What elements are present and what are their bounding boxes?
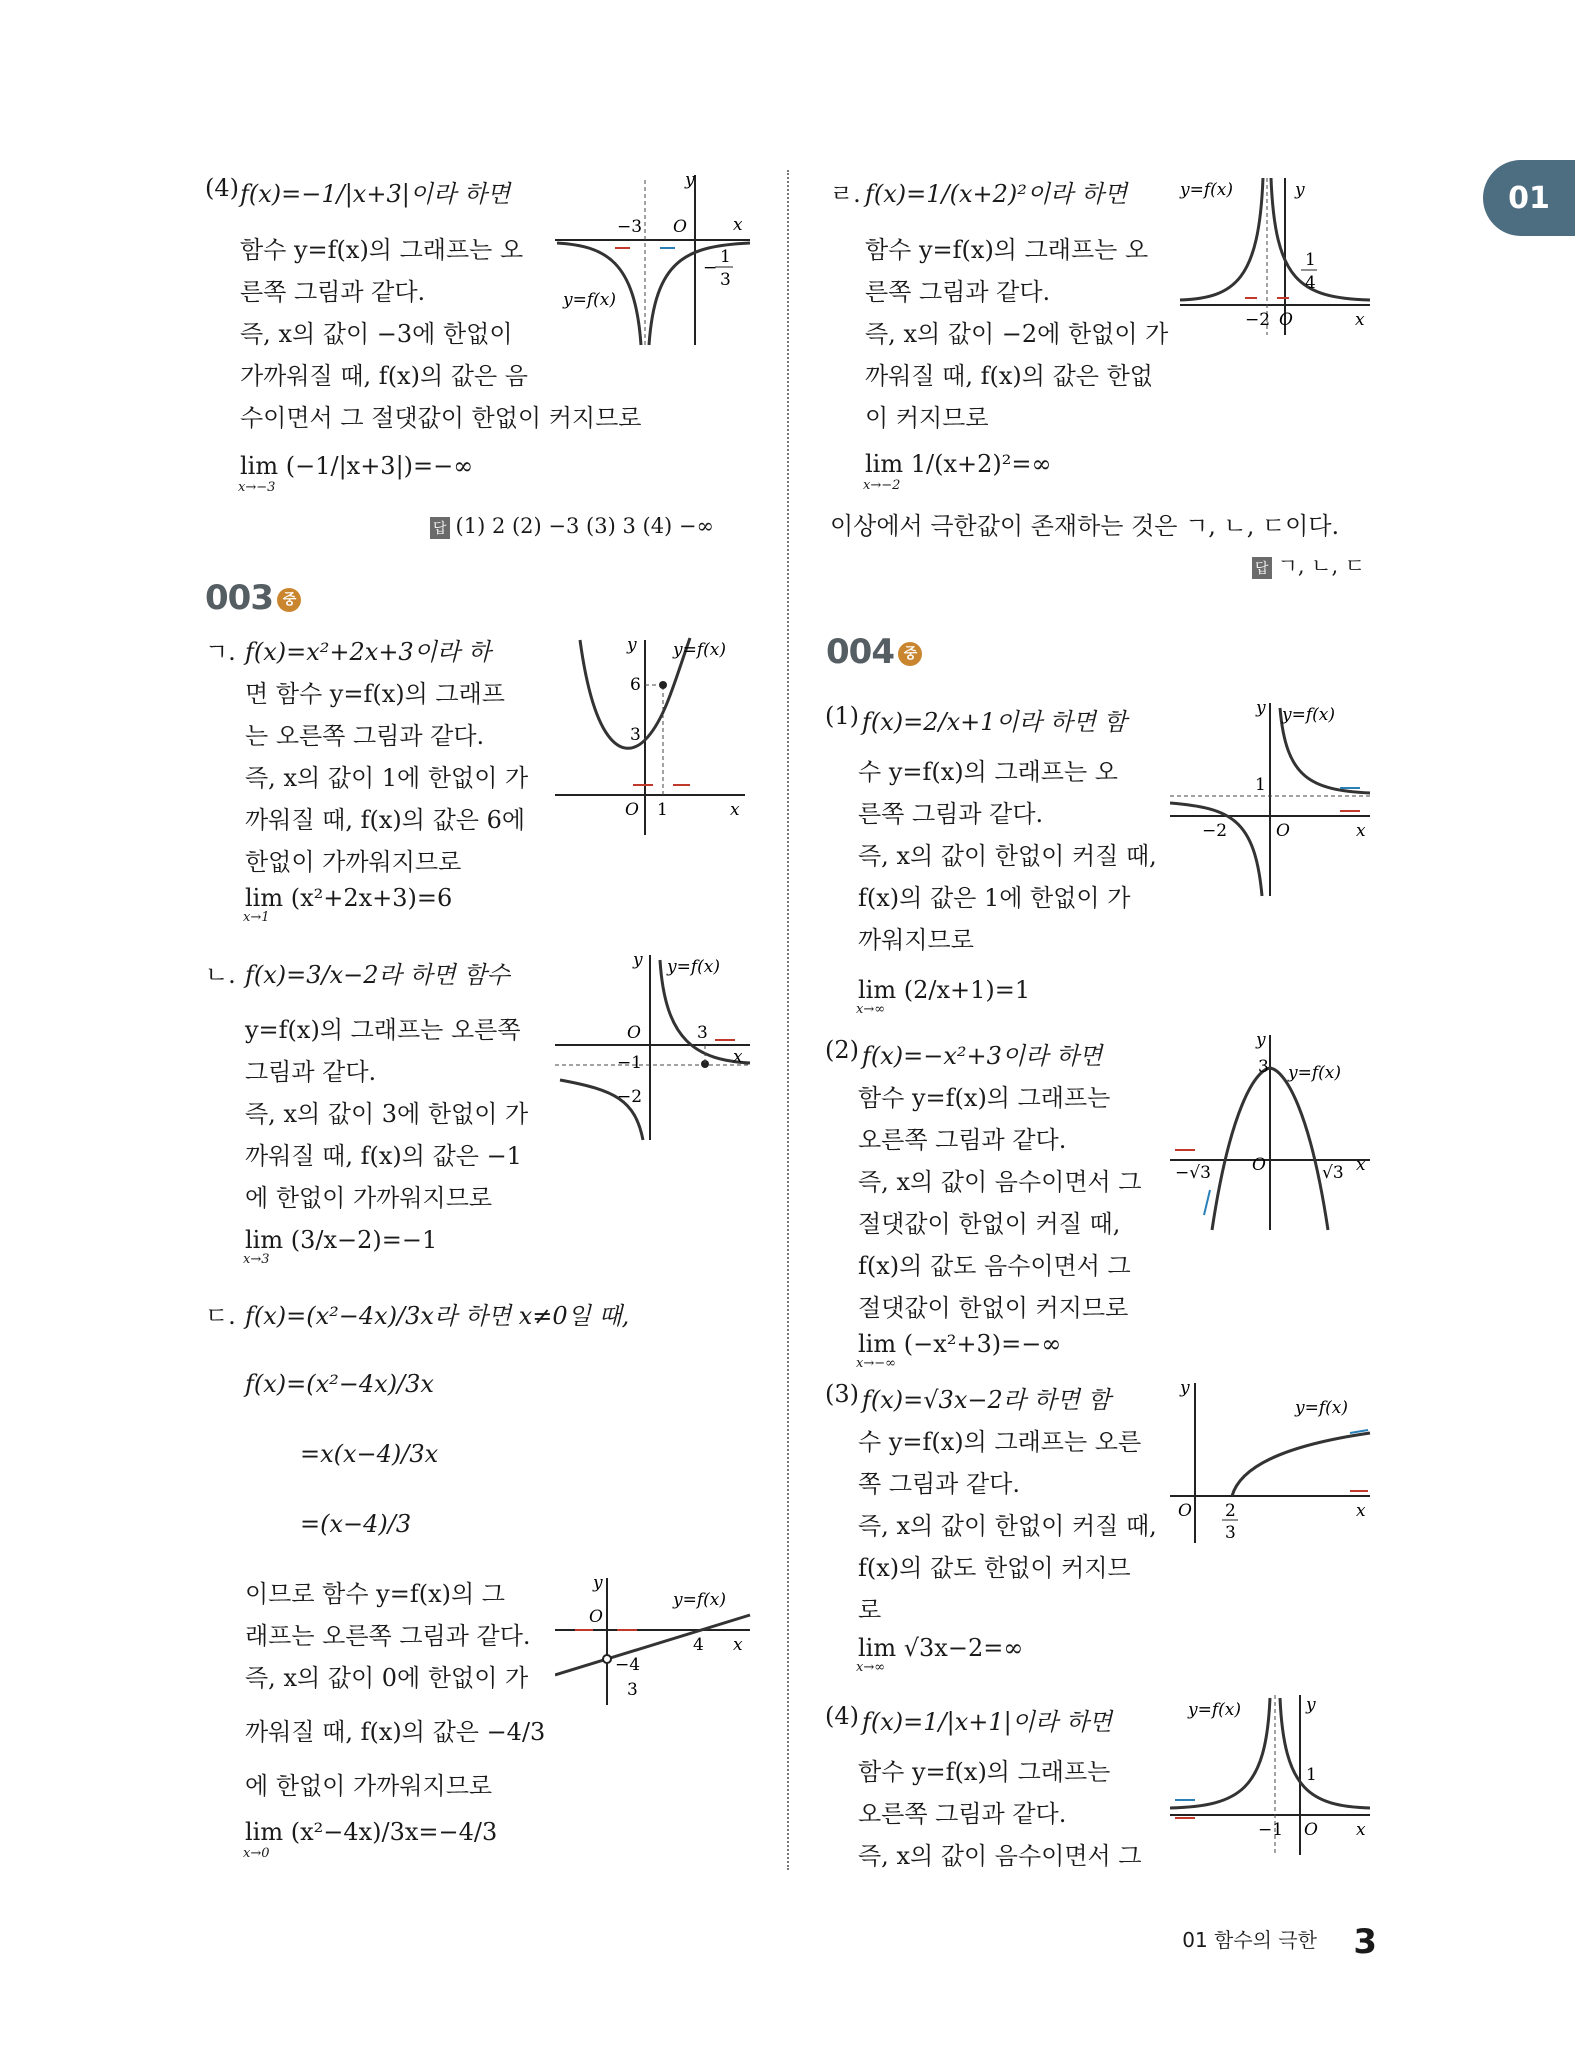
g4-x: x <box>733 1635 743 1655</box>
r-line3: 른쪽 그림과 같다. <box>865 278 1051 306</box>
g9-x: x <box>1356 1820 1366 1840</box>
g3-yfx: y=f(x) <box>667 957 720 977</box>
q3-line1: f(x)=√3x−2라 하면 함 <box>862 1386 1111 1414</box>
g7-x: x <box>1356 1155 1366 1175</box>
g3-x: x <box>733 1047 743 1067</box>
g8-yfx: y=f(x) <box>1295 1398 1348 1418</box>
svg-text:3: 3 <box>630 725 641 745</box>
g1-x: x <box>733 215 743 235</box>
g-limit-sub: x→1 <box>243 910 270 925</box>
p4-line4: 즉, x의 값이 −3에 한없이 <box>240 320 513 348</box>
g-line5: 까워질 때, f(x)의 값은 6에 <box>245 806 526 834</box>
q3-limit-sub: x→∞ <box>856 1660 886 1675</box>
g2-x: x <box>730 800 740 820</box>
p4-line6: 수이면서 그 절댓값이 한없이 커지므로 <box>240 404 642 432</box>
g-label: ㄱ. <box>205 638 236 666</box>
p4-limit-sub: x→−3 <box>238 480 276 495</box>
n-limit-sub: x→3 <box>243 1252 270 1267</box>
sec003-title: 003 중 <box>205 578 301 618</box>
n-line1: f(x)=3/x−2라 하면 함수 <box>245 961 510 989</box>
q3-line6: 로 <box>858 1596 882 1624</box>
r-limit-sub: x→−2 <box>863 478 901 493</box>
d-limit: lim (x²−4x)/3x=−4/3 <box>245 1818 498 1846</box>
answer-003: 답 ㄱ, ㄴ, ㄷ <box>1252 550 1365 580</box>
footer-chapter: 01 함수의 극한 <box>1182 1928 1317 1952</box>
q2-line2: 함수 y=f(x)의 그래프는 <box>858 1084 1111 1112</box>
d-line1: f(x)=(x²−4x)/3x라 하면 x≠0일 때, <box>245 1302 630 1330</box>
g6-yfx: y=f(x) <box>1282 705 1335 725</box>
g-limit: lim (x²+2x+3)=6 <box>245 884 453 912</box>
g7-yfx: y=f(x) <box>1288 1063 1341 1083</box>
q2-limit-sub: x→−∞ <box>856 1356 896 1371</box>
g7-o: O <box>1252 1155 1266 1175</box>
r-line1: f(x)=1/(x+2)²이라 하면 <box>865 180 1128 208</box>
q4-line2: 함수 y=f(x)의 그래프는 <box>858 1758 1111 1786</box>
q3-line4: 즉, x의 값이 한없이 커질 때, <box>858 1512 1157 1540</box>
r-limit: lim 1/(x+2)²=∞ <box>865 450 1052 478</box>
d-label: ㄷ. <box>205 1302 236 1330</box>
q2-line6: f(x)의 값도 음수이면서 그 <box>858 1252 1131 1280</box>
svg-text:−1: −1 <box>1258 1820 1284 1840</box>
q1-line5: f(x)의 값은 1에 한없이 가 <box>858 884 1131 912</box>
svg-text:−3: −3 <box>617 217 643 237</box>
graph-q2-004 <box>1170 1030 1375 1235</box>
graph-d-003 <box>555 1570 755 1710</box>
q4-line3: 오른쪽 그림과 같다. <box>858 1800 1067 1828</box>
n-line6: 에 한없이 가까워지므로 <box>245 1184 493 1212</box>
svg-text:6: 6 <box>630 675 641 695</box>
g6-y: y <box>1256 698 1266 718</box>
d-line5: 까워질 때, f(x)의 값은 −4/3 <box>245 1718 546 1746</box>
g5-x: x <box>1355 310 1365 330</box>
graph-q3-004 <box>1170 1378 1375 1548</box>
q1-line4: 즉, x의 값이 한없이 커질 때, <box>858 842 1157 870</box>
q3-line5: f(x)의 값도 한없이 커지므 <box>858 1554 1131 1582</box>
g5-o: O <box>1279 310 1293 330</box>
q1-line3: 른쪽 그림과 같다. <box>858 800 1044 828</box>
g1-o: O <box>673 217 687 237</box>
g9-yfx: y=f(x) <box>1188 1700 1241 1720</box>
p4-label: (4) <box>205 174 239 202</box>
graph-q1-004 <box>1170 698 1375 898</box>
g4-yfx: y=f(x) <box>673 1590 726 1610</box>
q4-label: (4) <box>825 1702 859 1730</box>
g-line3: 는 오른쪽 그림과 같다. <box>245 722 485 750</box>
chapter-tab: 01 <box>1483 160 1575 236</box>
svg-text:√3: √3 <box>1322 1163 1344 1183</box>
svg-text:−: − <box>703 258 718 278</box>
svg-text:1: 1 <box>1255 775 1266 795</box>
svg-text:3: 3 <box>1258 1057 1269 1077</box>
d-line2: 이므로 함수 y=f(x)의 그 <box>245 1580 505 1608</box>
g4-y: y <box>593 1573 603 1593</box>
g-line2: 면 함수 y=f(x)의 그래프 <box>245 680 505 708</box>
graph-g-003 <box>555 630 755 840</box>
q2-line1: f(x)=−x²+3이라 하면 <box>862 1042 1103 1070</box>
r-line6: 이 커지므로 <box>865 404 989 432</box>
q3-label: (3) <box>825 1380 859 1408</box>
page-number: 3 <box>1353 1922 1377 1962</box>
q2-line7: 절댓값이 한없이 커지므로 <box>858 1294 1129 1322</box>
svg-text:−2: −2 <box>617 1087 643 1107</box>
d-limit-sub: x→0 <box>243 1846 270 1861</box>
q2-line4: 즉, x의 값이 음수이면서 그 <box>858 1168 1142 1196</box>
g-line6: 한없이 가까워지므로 <box>245 848 462 876</box>
g2-y: y <box>627 635 637 655</box>
q2-limit: lim (−x²+3)=−∞ <box>858 1330 1062 1358</box>
g5-yfx: y=f(x) <box>1180 180 1233 200</box>
r-label: ㄹ. <box>830 180 861 208</box>
n-label: ㄴ. <box>205 961 236 989</box>
q3-line3: 쪽 그림과 같다. <box>858 1470 1020 1498</box>
graph-n-003 <box>555 950 755 1145</box>
svg-text:−2: −2 <box>1202 821 1228 841</box>
sec004-title: 004 중 <box>826 632 922 672</box>
d-eq1: f(x)=(x²−4x)/3x <box>245 1370 434 1398</box>
svg-text:4: 4 <box>693 1635 704 1655</box>
g2-yfx: y=f(x) <box>673 640 726 660</box>
svg-text:−2: −2 <box>1245 310 1271 330</box>
g9-y: y <box>1306 1695 1316 1715</box>
r-line5: 까워질 때, f(x)의 값은 한없 <box>865 362 1153 390</box>
q3-limit: lim √3x−2=∞ <box>858 1634 1024 1662</box>
q2-line3: 오른쪽 그림과 같다. <box>858 1126 1067 1154</box>
p4-line5: 가까워질 때, f(x)의 값은 음 <box>240 362 528 390</box>
q1-limit: lim (2/x+1)=1 <box>858 976 1031 1004</box>
svg-text:−4: −4 <box>615 1655 641 1675</box>
svg-text:−1: −1 <box>617 1053 643 1073</box>
g7-y: y <box>1256 1030 1266 1050</box>
g-line4: 즉, x의 값이 1에 한없이 가 <box>245 764 529 792</box>
q1-limit-sub: x→∞ <box>856 1002 886 1017</box>
svg-text:−√3: −√3 <box>1175 1163 1211 1183</box>
q1-line1: f(x)=2/x+1이라 하면 함 <box>862 708 1127 736</box>
g1-y: y <box>685 170 695 190</box>
g5-y: y <box>1295 180 1305 200</box>
svg-text:3: 3 <box>627 1680 638 1700</box>
d-line4: 즉, x의 값이 0에 한없이 가 <box>245 1664 529 1692</box>
q1-label: (1) <box>825 702 859 730</box>
conclusion: 이상에서 극한값이 존재하는 것은 ㄱ, ㄴ, ㄷ이다. <box>830 512 1340 540</box>
column-divider <box>787 170 789 1870</box>
n-limit: lim (3/x−2)=−1 <box>245 1226 438 1254</box>
g-line1: f(x)=x²+2x+3이라 하 <box>245 638 491 666</box>
g3-o: O <box>627 1023 641 1043</box>
g6-x: x <box>1356 821 1366 841</box>
g4-o: O <box>589 1607 603 1627</box>
graph-q4-004 <box>1170 1690 1375 1860</box>
svg-text:3: 3 <box>720 270 731 290</box>
n-line5: 까워질 때, f(x)의 값은 −1 <box>245 1142 522 1170</box>
g8-x: x <box>1356 1501 1366 1521</box>
graph-r-003 <box>1175 170 1375 340</box>
r-line2: 함수 y=f(x)의 그래프는 오 <box>865 236 1149 264</box>
q1-line6: 까워지므로 <box>858 926 974 954</box>
answer-002: 답 (1) 2 (2) −3 (3) 3 (4) −∞ <box>430 514 714 539</box>
d-line6: 에 한없이 가까워지므로 <box>245 1772 493 1800</box>
svg-text:3: 3 <box>1225 1523 1236 1543</box>
g3-y: y <box>633 950 643 970</box>
svg-text:3: 3 <box>697 1023 708 1043</box>
g6-o: O <box>1276 821 1290 841</box>
n-line3: 그림과 같다. <box>245 1058 377 1086</box>
p4-line1: f(x)=−1/|x+3|이라 하면 <box>240 180 511 208</box>
d-eq2: =x(x−4)/3x <box>300 1440 439 1468</box>
d-eq3: =(x−4)/3 <box>300 1510 412 1538</box>
r-line4: 즉, x의 값이 −2에 한없이 가 <box>865 320 1169 348</box>
svg-text:1: 1 <box>1305 250 1316 270</box>
g8-o: O <box>1178 1501 1192 1521</box>
svg-text:1: 1 <box>1306 1765 1317 1785</box>
g1-yfx: y=f(x) <box>563 290 616 310</box>
q2-line5: 절댓값이 한없이 커질 때, <box>858 1210 1121 1238</box>
svg-text:1: 1 <box>657 800 668 820</box>
svg-text:4: 4 <box>1305 273 1316 293</box>
p4-line2: 함수 y=f(x)의 그래프는 오 <box>240 236 524 264</box>
q1-line2: 수 y=f(x)의 그래프는 오 <box>858 758 1118 786</box>
graph-p4-002 <box>555 170 755 350</box>
q4-line1: f(x)=1/|x+1|이라 하면 <box>862 1708 1113 1736</box>
p4-limit: lim (−1/|x+3|)=−∞ <box>240 452 474 480</box>
q3-line2: 수 y=f(x)의 그래프는 오른 <box>858 1428 1142 1456</box>
n-line2: y=f(x)의 그래프는 오른쪽 <box>245 1016 521 1044</box>
g2-o: O <box>625 800 639 820</box>
svg-text:1: 1 <box>720 247 731 267</box>
g8-y: y <box>1180 1378 1190 1398</box>
p4-line3: 른쪽 그림과 같다. <box>240 278 426 306</box>
q2-label: (2) <box>825 1036 859 1064</box>
svg-text:2: 2 <box>1225 1501 1236 1521</box>
g9-o: O <box>1304 1820 1318 1840</box>
d-line3: 래프는 오른쪽 그림과 같다. <box>245 1622 531 1650</box>
q4-line4: 즉, x의 값이 음수이면서 그 <box>858 1842 1142 1870</box>
n-line4: 즉, x의 값이 3에 한없이 가 <box>245 1100 529 1128</box>
